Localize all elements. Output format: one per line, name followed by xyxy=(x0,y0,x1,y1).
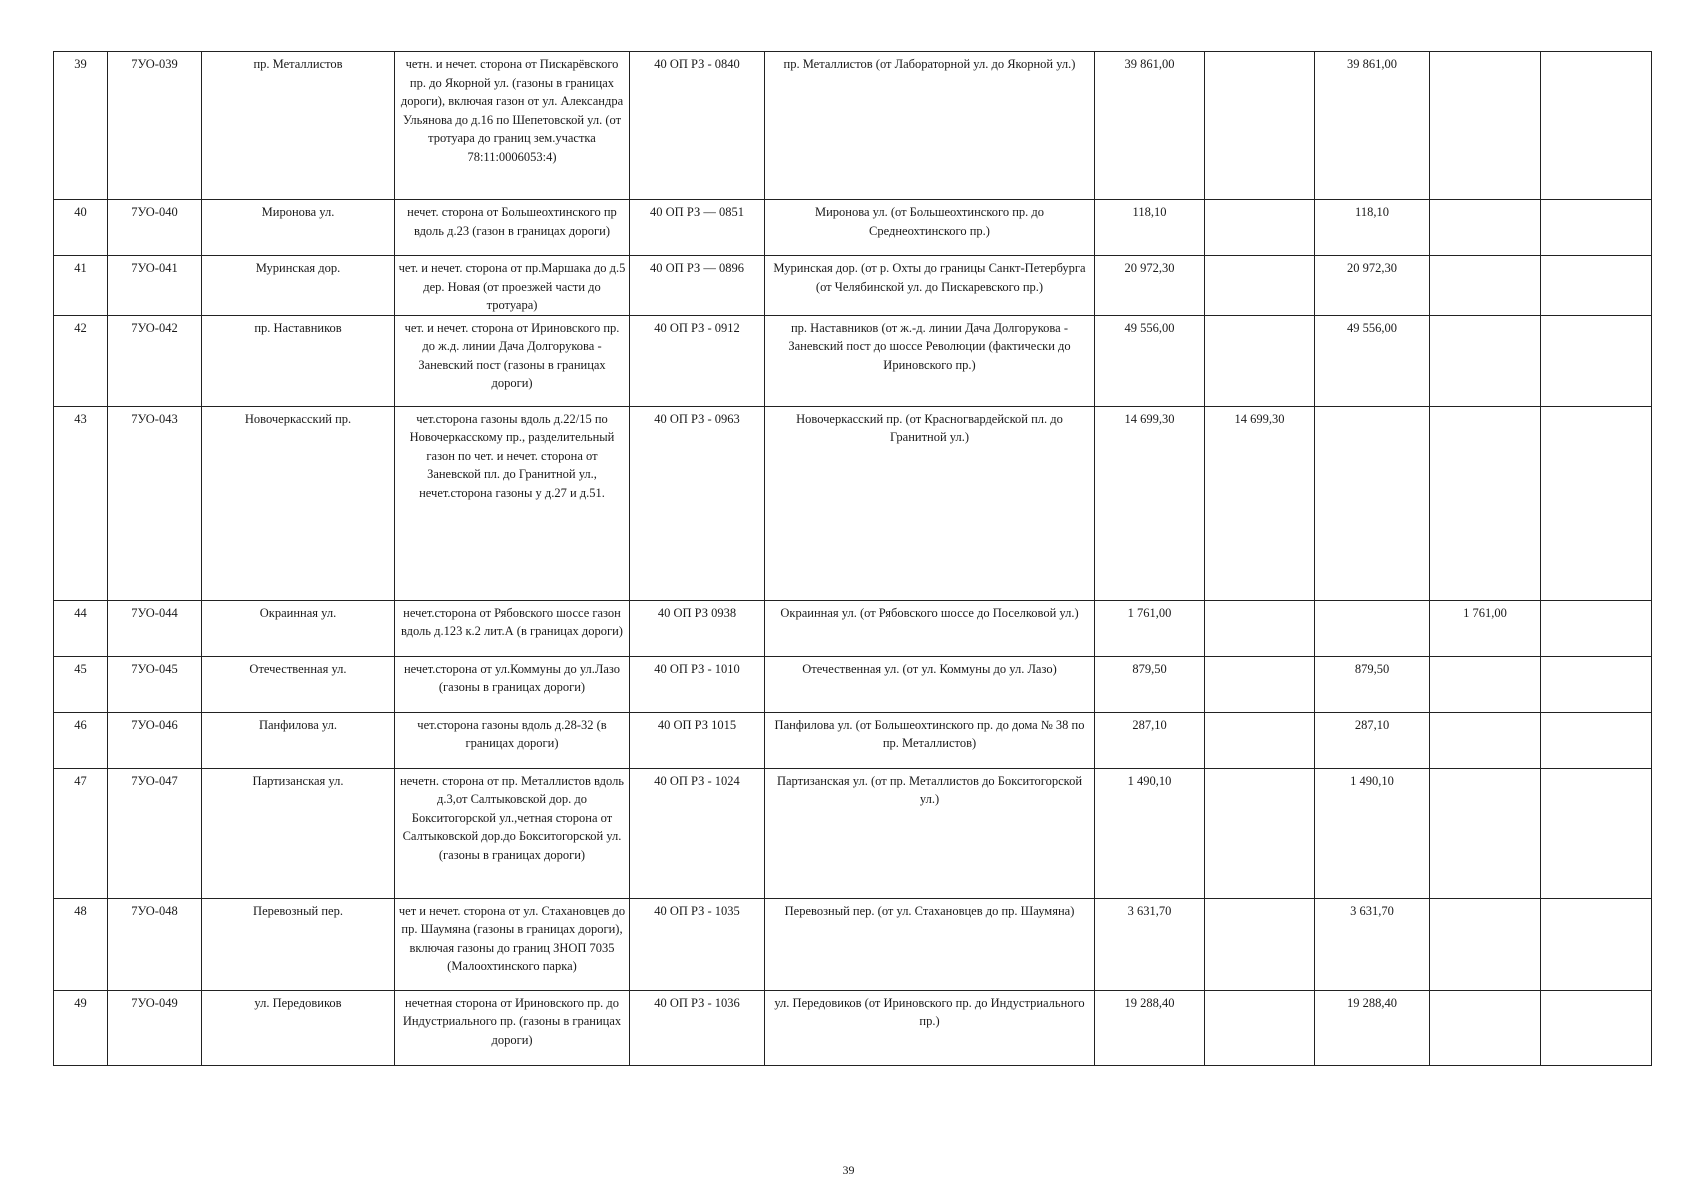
road-id: 40 ОП РЗ - 0963 xyxy=(630,406,765,600)
area-col-1 xyxy=(1205,200,1315,256)
row-number: 40 xyxy=(54,200,108,256)
area-col-2: 879,50 xyxy=(1315,656,1430,712)
table-row xyxy=(54,600,1652,656)
road-name: Новочеркасский пр. (от Красногвардейской пл. до Гранитной ул.) xyxy=(765,406,1095,600)
section-description: четн. и нечет. сторона от Пискарёвского пр. до Якорной ул. (газоны в границах дороги), включая газон от ул. Александра Ульянова до д.16 по Шепетовской ул. (от тротуара до границ зем.участка 78:11:0006053:4) xyxy=(395,52,630,200)
street-name: Новочеркасский пр. xyxy=(202,406,395,600)
page-number: 39 xyxy=(842,1163,855,1177)
area-col-4 xyxy=(1541,600,1652,656)
table-row xyxy=(54,406,1652,600)
table-row xyxy=(54,990,1652,1065)
object-code: 7УО-039 xyxy=(108,52,202,200)
street-name: Перевозный пер. xyxy=(202,898,395,990)
section-description: нечет.сторона от Рябовского шоссе газон вдоль д.123 к.2 лит.А (в границах дороги) xyxy=(395,600,630,656)
table-row xyxy=(54,898,1652,990)
road-id: 40 ОП РЗ — 0851 xyxy=(630,200,765,256)
area-col-4 xyxy=(1541,406,1652,600)
section-description: чет. и нечет. сторона от Ириновского пр. до ж.д. линии Дача Долгорукова - Заневский пост (газоны в границах дороги) xyxy=(395,315,630,406)
streets-table xyxy=(53,51,1652,1066)
area-col-4 xyxy=(1541,256,1652,316)
row-number: 45 xyxy=(54,656,108,712)
object-code: 7УО-041 xyxy=(108,256,202,316)
road-id: 40 ОП РЗ - 1010 xyxy=(630,656,765,712)
area-col-3 xyxy=(1430,406,1541,600)
object-code: 7УО-049 xyxy=(108,990,202,1065)
street-name: ул. Передовиков xyxy=(202,990,395,1065)
object-code: 7УО-048 xyxy=(108,898,202,990)
area-col-1 xyxy=(1205,990,1315,1065)
object-code: 7УО-047 xyxy=(108,768,202,898)
object-code: 7УО-044 xyxy=(108,600,202,656)
area-total: 879,50 xyxy=(1095,656,1205,712)
street-name: Окраинная ул. xyxy=(202,600,395,656)
road-id: 40 ОП РЗ - 1035 xyxy=(630,898,765,990)
area-total: 39 861,00 xyxy=(1095,52,1205,200)
area-col-1 xyxy=(1205,52,1315,200)
section-description: нечет.сторона от ул.Коммуны до ул.Лазо (газоны в границах дороги) xyxy=(395,656,630,712)
street-name: Партизанская ул. xyxy=(202,768,395,898)
row-number: 42 xyxy=(54,315,108,406)
table-row xyxy=(54,315,1652,406)
area-col-2: 1 490,10 xyxy=(1315,768,1430,898)
row-number: 44 xyxy=(54,600,108,656)
row-number: 43 xyxy=(54,406,108,600)
area-total: 1 761,00 xyxy=(1095,600,1205,656)
area-col-3 xyxy=(1430,898,1541,990)
road-name: ул. Передовиков (от Ириновского пр. до Индустриального пр.) xyxy=(765,990,1095,1065)
area-col-4 xyxy=(1541,768,1652,898)
area-col-1 xyxy=(1205,315,1315,406)
area-total: 1 490,10 xyxy=(1095,768,1205,898)
area-col-1 xyxy=(1205,256,1315,316)
row-number: 39 xyxy=(54,52,108,200)
road-name: пр. Наставников (от ж.-д. линии Дача Долгорукова - Заневский пост до шоссе Революции (фактически до Ириновского пр.) xyxy=(765,315,1095,406)
street-name: Миронова ул. xyxy=(202,200,395,256)
area-col-4 xyxy=(1541,898,1652,990)
area-col-1 xyxy=(1205,656,1315,712)
area-col-3: 1 761,00 xyxy=(1430,600,1541,656)
area-col-2: 3 631,70 xyxy=(1315,898,1430,990)
row-number: 47 xyxy=(54,768,108,898)
section-description: нечет. сторона от Большеохтинского пр вдоль д.23 (газон в границах дороги) xyxy=(395,200,630,256)
street-name: пр. Наставников xyxy=(202,315,395,406)
road-id: 40 ОП РЗ - 1036 xyxy=(630,990,765,1065)
object-code: 7УО-042 xyxy=(108,315,202,406)
road-name: Панфилова ул. (от Большеохтинского пр. до дома № 38 по пр. Металлистов) xyxy=(765,712,1095,768)
area-col-1 xyxy=(1205,768,1315,898)
road-name: Окраинная ул. (от Рябовского шоссе до Поселковой ул.) xyxy=(765,600,1095,656)
road-id: 40 ОП РЗ - 1024 xyxy=(630,768,765,898)
area-total: 20 972,30 xyxy=(1095,256,1205,316)
table-row xyxy=(54,52,1652,200)
area-col-3 xyxy=(1430,256,1541,316)
row-number: 48 xyxy=(54,898,108,990)
row-number: 41 xyxy=(54,256,108,316)
area-col-4 xyxy=(1541,52,1652,200)
object-code: 7УО-045 xyxy=(108,656,202,712)
area-col-2 xyxy=(1315,406,1430,600)
table-row xyxy=(54,200,1652,256)
street-name: Отечественная ул. xyxy=(202,656,395,712)
road-name: Партизанская ул. (от пр. Металлистов до Бокситогорской ул.) xyxy=(765,768,1095,898)
road-id: 40 ОП РЗ - 0840 xyxy=(630,52,765,200)
row-number: 49 xyxy=(54,990,108,1065)
object-code: 7УО-046 xyxy=(108,712,202,768)
road-id: 40 ОП РЗ 1015 xyxy=(630,712,765,768)
area-col-4 xyxy=(1541,200,1652,256)
area-total: 287,10 xyxy=(1095,712,1205,768)
road-name: пр. Металлистов (от Лабораторной ул. до Якорной ул.) xyxy=(765,52,1095,200)
street-name: Панфилова ул. xyxy=(202,712,395,768)
area-col-3 xyxy=(1430,52,1541,200)
road-name: Миронова ул. (от Большеохтинского пр. до Среднеохтинского пр.) xyxy=(765,200,1095,256)
area-col-1 xyxy=(1205,712,1315,768)
area-col-3 xyxy=(1430,712,1541,768)
object-code: 7УО-040 xyxy=(108,200,202,256)
area-col-3 xyxy=(1430,315,1541,406)
area-col-2 xyxy=(1315,600,1430,656)
area-total: 19 288,40 xyxy=(1095,990,1205,1065)
section-description: нечетн. сторона от пр. Металлистов вдоль д.3,от Салтыковской дор. до Бокситогорской ул.,четная сторона от Салтыковской дор.до Бокситогорской ул. (газоны в границах дороги) xyxy=(395,768,630,898)
area-total: 118,10 xyxy=(1095,200,1205,256)
road-name: Муринская дор. (от р. Охты до границы Санкт-Петербурга (от Челябинской ул. до Пискаревского пр.) xyxy=(765,256,1095,316)
table-row xyxy=(54,712,1652,768)
area-col-2: 287,10 xyxy=(1315,712,1430,768)
area-col-2: 49 556,00 xyxy=(1315,315,1430,406)
section-description: чет.сторона газоны вдоль д.22/15 по Новочеркасскому пр., разделительный газон по чет. и нечет. сторона от Заневской пл. до Гранитной ул., нечет.сторона газоны у д.27 и д.51. xyxy=(395,406,630,600)
area-col-3 xyxy=(1430,656,1541,712)
area-col-2: 39 861,00 xyxy=(1315,52,1430,200)
section-description: чет и нечет. сторона от ул. Стахановцев до пр. Шаумяна (газоны в границах дороги), включая газоны до границ ЗНОП 7035 (Малоохтинского парка) xyxy=(395,898,630,990)
area-total: 49 556,00 xyxy=(1095,315,1205,406)
area-col-3 xyxy=(1430,200,1541,256)
area-col-1: 14 699,30 xyxy=(1205,406,1315,600)
area-col-2: 20 972,30 xyxy=(1315,256,1430,316)
road-id: 40 ОП РЗ - 0912 xyxy=(630,315,765,406)
object-code: 7УО-043 xyxy=(108,406,202,600)
area-col-3 xyxy=(1430,990,1541,1065)
section-description: чет. и нечет. сторона от пр.Маршака до д.5 дер. Новая (от проезжей части до тротуара) xyxy=(395,256,630,316)
road-id: 40 ОП РЗ 0938 xyxy=(630,600,765,656)
road-id: 40 ОП РЗ — 0896 xyxy=(630,256,765,316)
street-name: Муринская дор. xyxy=(202,256,395,316)
table-row xyxy=(54,256,1652,316)
table-row xyxy=(54,656,1652,712)
section-description: чет.сторона газоны вдоль д.28-32 (в границах дороги) xyxy=(395,712,630,768)
area-col-1 xyxy=(1205,898,1315,990)
area-col-3 xyxy=(1430,768,1541,898)
road-name: Перевозный пер. (от ул. Стахановцев до пр. Шаумяна) xyxy=(765,898,1095,990)
road-name: Отечественная ул. (от ул. Коммуны до ул. Лазо) xyxy=(765,656,1095,712)
area-col-2: 118,10 xyxy=(1315,200,1430,256)
area-total: 3 631,70 xyxy=(1095,898,1205,990)
row-number: 46 xyxy=(54,712,108,768)
area-col-4 xyxy=(1541,656,1652,712)
section-description: нечетная сторона от Ириновского пр. до Индустриального пр. (газоны в границах дороги) xyxy=(395,990,630,1065)
area-col-4 xyxy=(1541,315,1652,406)
area-col-4 xyxy=(1541,712,1652,768)
area-col-1 xyxy=(1205,600,1315,656)
area-col-2: 19 288,40 xyxy=(1315,990,1430,1065)
table-row xyxy=(54,768,1652,898)
street-name: пр. Металлистов xyxy=(202,52,395,200)
area-col-4 xyxy=(1541,990,1652,1065)
area-total: 14 699,30 xyxy=(1095,406,1205,600)
